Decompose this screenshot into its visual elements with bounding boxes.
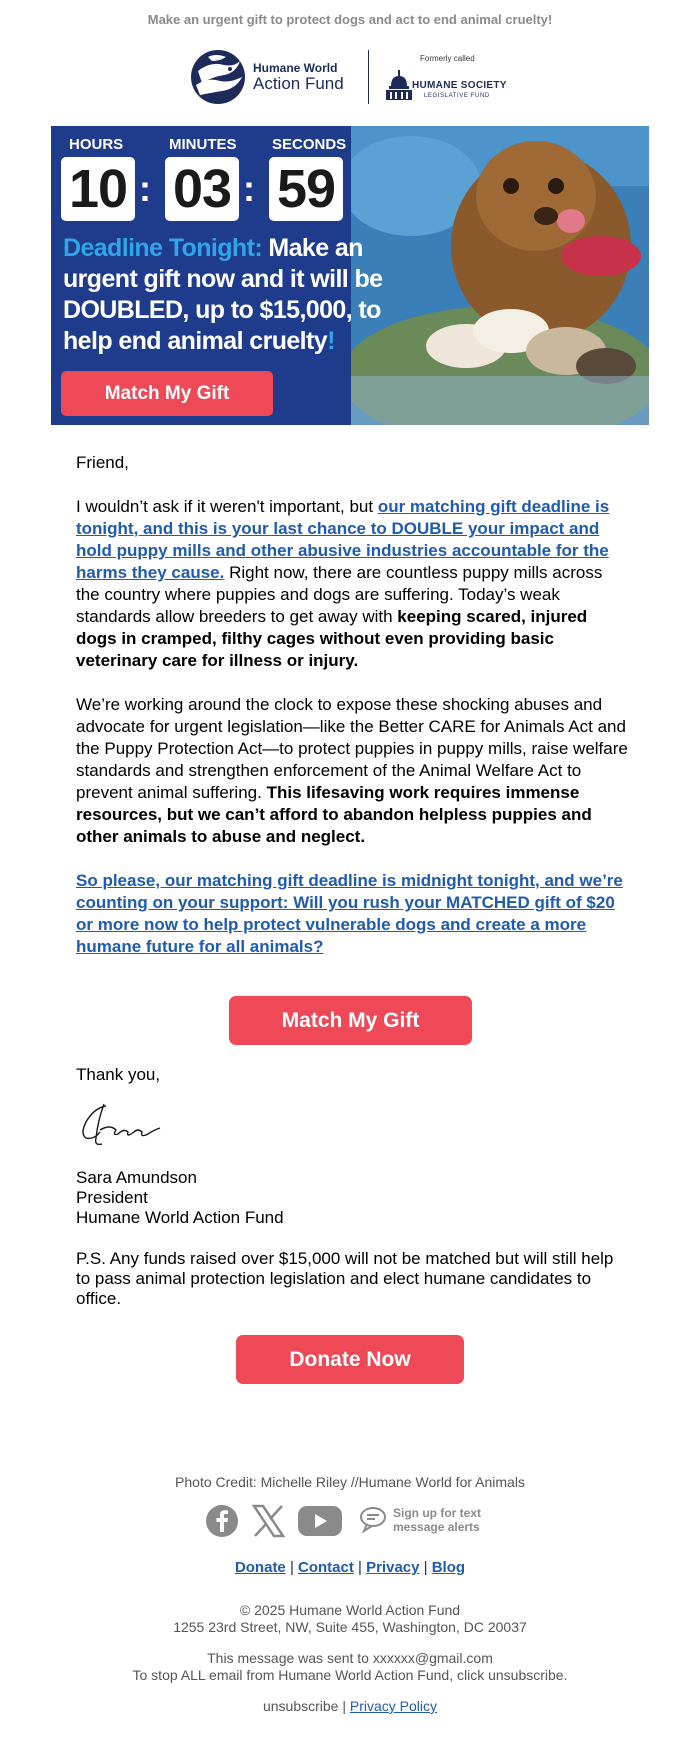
p2-bold: This lifesaving work requires immense resources, but we can’t afford to abandon helpless puppies and other animals to abuse and neglect. [76,783,592,846]
donate-now-button[interactable]: Donate Now [236,1335,464,1384]
footer-link-donate[interactable]: Donate [234,1559,286,1576]
secondary-logo-sub: LEGISLATIVE FUND [424,93,490,99]
p1-intro: I wouldn’t ask if it weren't important, but [76,497,378,516]
link-separator: | [338,1698,350,1714]
headline-end: ! [327,327,335,355]
countdown-separator: : [139,168,151,209]
signer-org: Humane World Action Fund [76,1208,284,1227]
paragraph-2 [76,694,628,848]
headline-highlight: Deadline Tonight: [63,234,263,262]
copyright-text: © 2025 Humane World Action Fund [239,1602,461,1618]
hero-match-button[interactable]: Match My Gift [61,371,273,416]
hero-headline [63,233,383,357]
humane-world-logo[interactable] [190,48,350,106]
p1-body: Right now, there are countless puppy mills across the country where puppies and dogs are suffering. Today’s weak standards allow breeders to get away with [76,563,603,626]
x-icon[interactable] [251,1504,285,1538]
paragraph-1 [76,496,628,672]
match-gift-button[interactable]: Match My Gift [229,996,472,1045]
capitol-icon [384,68,414,102]
countdown-seconds-label: SECONDS [272,136,347,153]
sms-signup-text[interactable] [393,1506,481,1534]
footer-link-contact[interactable]: Contact [298,1559,354,1576]
address-text: 1255 23rd Street, NW, Suite 455, Washington, DC 20037 [173,1619,527,1635]
signer-block [76,1168,284,1228]
stop-email-text: To stop ALL email from Humane World Action Fund, click unsubscribe. [132,1667,568,1683]
dog-with-puppies-photo [351,126,649,425]
sms-icon[interactable] [359,1504,391,1536]
p2-body: We’re working around the clock to expose these shocking abuses and advocate for urgent legislation—like the Better CARE for Animals Act and the Puppy Protection Act—to protect puppies in puppy mills, raise welfare standards and strengthen enforcement of the Animal Welfare Act to prevent animal suffering. [76,695,628,802]
countdown-separator: : [243,168,255,209]
postscript: P.S. Any funds raised over $15,000 will not be matched but will still help to pass animal protection legislation and elect humane candidates to office. [76,1249,614,1308]
logo-divider [368,50,369,104]
countdown-minutes-label: MINUTES [169,136,237,153]
rush-gift-link[interactable]: So please, our matching gift deadline is midnight tonight, and we’re counting on your support: Will you rush your MATCHED gift of $20 or more now to help protect vulnerable dogs and create a more humane future for all animals? [76,871,623,956]
signer-name: Sara Amundson [76,1168,197,1187]
greeting: Friend, [76,453,129,472]
sms-line-1: Sign up for text [393,1506,481,1520]
formerly-called-text: Formerly called [420,54,475,63]
social-links [0,1502,700,1542]
sent-to-text: This message was sent to xxxxxx@gmail.com [207,1650,493,1666]
youtube-icon[interactable] [297,1504,343,1538]
unsubscribe-link[interactable]: unsubscribe [262,1698,339,1714]
signer-title: President [76,1188,148,1207]
sms-line-2: message alerts [393,1520,480,1534]
primary-logo-line1: Humane World [253,61,338,75]
countdown-hours-label: HOURS [69,136,124,153]
countdown-seconds-value: 59 [269,157,343,221]
primary-logo-text [253,62,344,93]
unsubscribe-row [0,1698,700,1714]
humane-society-logo[interactable] [384,54,524,104]
signature-image [76,1094,166,1152]
hero-banner[interactable] [51,126,649,425]
countdown-hours-value: 10 [61,157,135,221]
email-body [76,452,628,980]
matching-deadline-link[interactable]: our matching gift deadline is tonight, and this is your last chance to DOUBLE your impact and hold puppy mills and other abusive industries accountable for the harms they cause. [76,497,610,582]
countdown-minutes-value: 03 [165,157,239,221]
paragraph-3 [76,870,628,958]
footer-link-blog[interactable]: Blog [431,1559,466,1576]
secondary-logo-name: HUMANE SOCIETY [412,80,507,91]
photo-credit: Photo Credit: Michelle Riley //Humane World for Animals [175,1474,525,1490]
link-separator: | [285,1559,299,1576]
footer-links [0,1559,700,1576]
p1-bold: keeping scared, injured dogs in cramped, filthy cages without even providing basic veterinary care for illness or injury. [76,607,588,670]
thank-you-text: Thank you, [76,1065,161,1084]
globe-animals-icon [190,49,246,105]
facebook-icon[interactable] [205,1504,239,1538]
link-separator: | [353,1559,367,1576]
headline-text: Make an urgent gift now and it will be DOUBLED, up to $15,000, to help end animal cruelty [63,234,383,355]
link-separator: | [419,1559,432,1576]
footer-link-privacy[interactable]: Privacy [366,1559,420,1576]
logo-header [0,48,700,106]
privacy-policy-link[interactable]: Privacy Policy [349,1698,438,1714]
preheader-text: Make an urgent gift to protect dogs and act to end animal cruelty! [147,12,553,27]
primary-logo-line2: Action Fund [253,74,344,93]
